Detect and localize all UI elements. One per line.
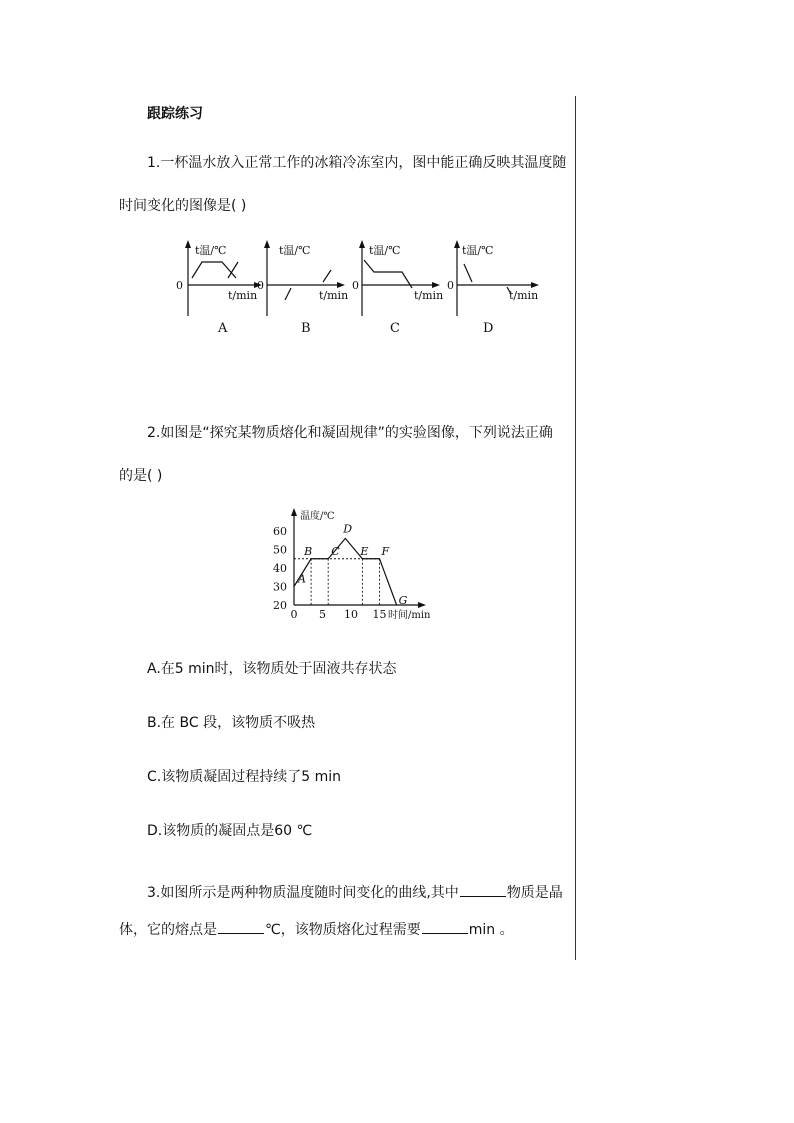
point-label-b: B	[304, 544, 313, 558]
section-title: 跟踪练习	[147, 106, 203, 122]
q1-a-label: A	[218, 321, 228, 336]
x-tick-label: 5	[319, 608, 326, 621]
y-axis-label: 温度/℃	[300, 511, 335, 522]
q1-c-ylabel: t温/℃	[369, 244, 401, 257]
margin-line	[575, 96, 576, 960]
y-tick-label: 40	[273, 562, 287, 575]
question-3-line-2	[119, 919, 514, 939]
q1-d-ylabel: t温/℃	[462, 244, 494, 257]
q3-blank-3[interactable]	[422, 921, 468, 934]
q1-graph-b	[255, 240, 355, 340]
q3-text-4: ℃，该物质熔化过程需要	[265, 922, 421, 938]
q1-b-label: B	[301, 321, 311, 336]
q3-blank-2[interactable]	[218, 921, 264, 934]
q1-graph-d	[445, 240, 545, 340]
q1-d-origin: 0	[447, 279, 454, 292]
x-tick-label: 10	[344, 608, 358, 621]
q1-c-xlabel: t/min	[414, 289, 444, 302]
question-2-line-2: 的是( )	[119, 468, 163, 484]
x-tick-label: 15	[372, 608, 387, 621]
question-2-line-1: 2.如图是“探究某物质熔化和凝固规律”的实验图像，下列说法正确	[147, 425, 553, 441]
x-axis-label: 时间/min	[388, 610, 431, 621]
q1-b-origin: 0	[257, 279, 264, 292]
q1-c-origin: 0	[352, 279, 359, 292]
option-c: C.该物质凝固过程持续了5 min	[147, 769, 341, 785]
q3-text-3: 体，它的熔点是	[119, 922, 217, 938]
q1-c-label: C	[390, 321, 400, 336]
y-tick-label: 50	[273, 543, 287, 557]
option-d: D.该物质的凝固点是60 ℃	[147, 823, 313, 839]
point-label-f: F	[381, 544, 390, 558]
q1-b-xlabel: t/min	[319, 289, 349, 302]
option-b: B.在 BC 段，该物质不吸热	[147, 715, 316, 731]
point-label-d: D	[343, 522, 353, 536]
q1-b-ylabel: t温/℃	[279, 244, 311, 257]
q1-a-origin: 0	[176, 279, 183, 292]
y-tick-label: 60	[273, 525, 287, 538]
q1-d-xlabel: t/min	[509, 289, 539, 302]
point-label-e: E	[360, 544, 369, 558]
q3-text-2: 物质是晶	[506, 885, 563, 901]
option-a: A.在5 min时，该物质处于固液共存状态	[147, 661, 397, 677]
q1-a-xlabel: t/min	[228, 289, 258, 302]
x-tick-label: 0	[290, 608, 298, 621]
y-tick-label: 30	[273, 580, 287, 594]
q1-graph-c	[350, 240, 450, 340]
question-3-line-1	[147, 882, 563, 902]
q1-d-label: D	[483, 321, 494, 336]
q1-a-ylabel: t温/℃	[195, 244, 227, 257]
point-label-g: G	[398, 594, 408, 607]
q2-temperature-chart	[270, 505, 445, 625]
question-1-line-1: 1.一杯温水放入正常工作的冰箱冷冻室内，图中能正确反映其温度随	[147, 155, 567, 171]
q3-text-1: 3.如图所示是两种物质温度随时间变化的曲线,其中	[147, 885, 459, 901]
y-tick-label: 20	[273, 599, 287, 612]
q3-text-5: min 。	[468, 922, 514, 938]
point-label-c: C	[331, 544, 340, 558]
q3-blank-1[interactable]	[460, 884, 506, 897]
point-label-a: A	[298, 572, 306, 586]
x-axis-arrow	[418, 602, 426, 608]
y-axis-arrow	[291, 508, 297, 516]
question-1-line-2: 时间变化的图像是( )	[119, 198, 247, 214]
